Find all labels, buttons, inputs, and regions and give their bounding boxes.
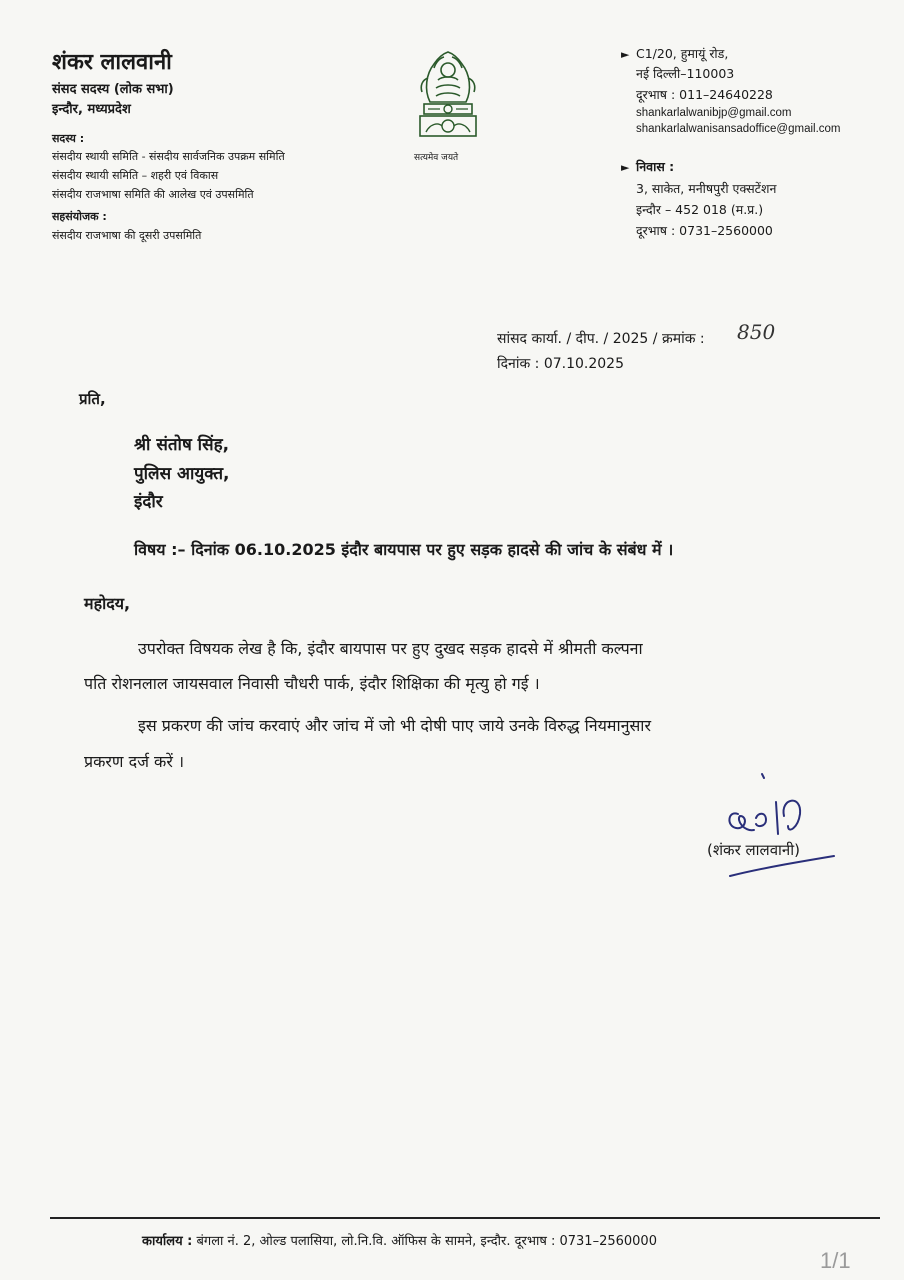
signatory-name: (शंकर लालवानी) [707,841,800,859]
footer-text: बंगला नं. 2, ओल्ड पलासिया, लो.नि.वि. ऑफिस के सामने, इन्दौर. दूरभाष : 0731–2560000 [196,1234,657,1249]
body-line-2: पति रोशनलाल जायसवाल निवासी चौधरी पार्क, इंदौर शिक्षिका की मृत्यु हो गई । [84,674,540,693]
office-address-1: C1/20, हुमायूं रोड, [636,46,729,61]
email-2[interactable]: shankarlalwanisansadoffice@gmail.com [636,123,841,135]
signature-icon [718,772,838,882]
body-line-1: उपरोक्त विषयक लेख है कि, इंदौर बायपास पर हुए दुखद सड़क हादसे में श्रीमती कल्पना [138,639,643,658]
residence-phone: दूरभाष : 0731–2560000 [636,223,773,238]
letter-date: दिनांक : 07.10.2025 [497,356,624,372]
emblem-motto: सत्यमेव जयते [414,153,459,163]
bullet-icon: ► [621,48,630,61]
committee-1: संसदीय स्थायी समिति - संसदीय सार्वजनिक उपक्रम समिति [52,150,285,163]
page-indicator: 1/1 [820,1248,851,1273]
committee-3: संसदीय राजभाषा समिति की आलेख एवं उपसमिति [52,188,254,201]
sender-designation: संसद सदस्य (लोक सभा) [52,82,174,97]
subject-line: विषय :– दिनांक 06.10.2025 इंदौर बायपास पर हुए सड़क हादसे की जांच के संबंध में । [134,540,674,559]
office-phone: दूरभाष : 011–24640228 [636,87,773,102]
office-address-2: नई दिल्ली–110003 [636,66,735,81]
reference-number: 850 [737,320,776,344]
to-label: प्रति, [79,390,106,408]
sender-name: शंकर लालवानी [52,50,172,75]
residence-label: निवास : [636,159,675,174]
email-1[interactable]: shankarlalwanibjp@gmail.com [636,107,792,119]
recipient-city: इंदौर [134,492,163,512]
footer-address [142,1231,657,1249]
national-emblem-icon [410,40,486,150]
salutation: महोदय, [84,594,131,613]
coconvener-committee: संसदीय राजभाषा की दूसरी उपसमिति [52,229,202,242]
body-line-4: प्रकरण दर्ज करें । [84,752,185,771]
coconvener-label: सहसंयोजक : [52,210,107,223]
footer-divider [50,1217,880,1219]
bullet-icon: ► [621,161,630,174]
recipient-name: श्री संतोष सिंह, [134,435,230,455]
sender-place: इन्दौर, मध्यप्रदेश [52,102,131,117]
footer-label: कार्यालय : [142,1234,193,1249]
committee-2: संसदीय स्थायी समिति – शहरी एवं विकास [52,169,219,182]
body-line-3: इस प्रकरण की जांच करवाएं और जांच में जो भी दोषी पाए जाये उनके विरुद्ध नियमानुसार [138,716,651,735]
recipient-designation: पुलिस आयुक्त, [134,464,230,484]
reference: सांसद कार्या. / दीप. / 2025 / क्रमांक : [497,331,705,347]
residence-address-1: 3, साकेत, मनीषपुरी एक्सटेंशन [636,181,777,196]
member-label: सदस्य : [52,132,85,145]
residence-address-2: इन्दौर – 452 018 (म.प्र.) [636,202,764,217]
